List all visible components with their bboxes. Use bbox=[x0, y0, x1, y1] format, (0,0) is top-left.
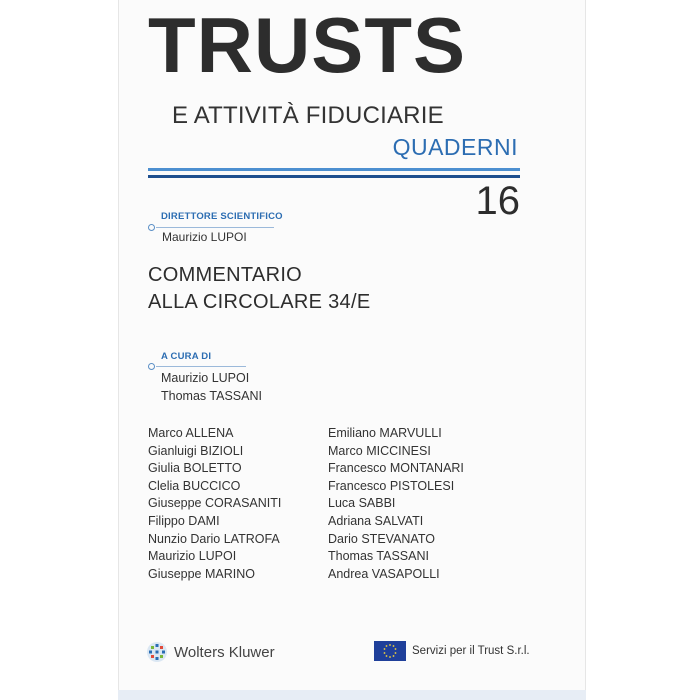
book-title bbox=[148, 262, 370, 316]
author-name: Adriana SALVATI bbox=[328, 513, 424, 528]
divider-rule-dark bbox=[148, 175, 520, 178]
author-name: Luca SABBI bbox=[328, 496, 396, 511]
author-name: Andrea VASAPOLLI bbox=[328, 566, 440, 581]
author-name: Giulia BOLETTO bbox=[148, 461, 242, 476]
journal-title: TRUSTS bbox=[148, 1, 466, 89]
director-name: Maurizio LUPOI bbox=[162, 230, 247, 244]
author-name: Francesco PISTOLESI bbox=[328, 478, 455, 493]
editors-dot-icon bbox=[148, 363, 155, 370]
editors-underline bbox=[156, 366, 246, 367]
issue-number: 16 bbox=[475, 179, 520, 223]
bottom-band bbox=[118, 690, 586, 700]
divider-rule-light bbox=[148, 168, 520, 171]
author-name: Filippo DAMI bbox=[148, 513, 220, 528]
author-name: Giuseppe CORASANITI bbox=[148, 496, 282, 511]
wolters-kluwer-logo-icon bbox=[146, 641, 168, 663]
author-name: Nunzio Dario LATROFA bbox=[148, 531, 280, 546]
author-name: Giuseppe MARINO bbox=[148, 566, 255, 581]
author-name: Emiliano MARVULLI bbox=[328, 426, 442, 440]
journal-subtitle: E ATTIVITÀ FIDUCIARIE bbox=[172, 102, 444, 129]
copublisher bbox=[374, 640, 530, 662]
editors-label: A CURA DI bbox=[161, 351, 212, 362]
author-name: Clelia BUCCICO bbox=[148, 478, 241, 493]
editor-name: Maurizio LUPOI bbox=[161, 371, 250, 385]
publisher bbox=[146, 640, 275, 664]
director-underline bbox=[156, 227, 274, 228]
author-name: Francesco MONTANARI bbox=[328, 461, 464, 476]
director-dot-icon bbox=[148, 224, 155, 231]
editor-name: Thomas TASSANI bbox=[161, 389, 262, 403]
copublisher-name: Servizi per il Trust S.r.l. bbox=[412, 645, 530, 657]
author-name: Marco ALLENA bbox=[148, 426, 234, 440]
book-title-line-2: ALLA CIRCOLARE 34/E bbox=[148, 291, 371, 313]
author-name: Gianluigi BIZIOLI bbox=[148, 443, 244, 458]
authors-left-column bbox=[148, 425, 281, 583]
series-label: QUADERNI bbox=[392, 134, 518, 160]
author-name: Maurizio LUPOI bbox=[148, 549, 237, 564]
authors-right-column bbox=[328, 425, 464, 583]
publisher-name: Wolters Kluwer bbox=[174, 643, 275, 661]
book-title-line-1: COMMENTARIO bbox=[148, 264, 303, 286]
author-name: Marco MICCINESI bbox=[328, 443, 431, 458]
author-name: Dario STEVANATO bbox=[328, 531, 435, 546]
eu-flag-icon bbox=[374, 641, 406, 661]
author-name: Thomas TASSANI bbox=[328, 549, 429, 564]
director-label: DIRETTORE SCIENTIFICO bbox=[161, 211, 283, 222]
